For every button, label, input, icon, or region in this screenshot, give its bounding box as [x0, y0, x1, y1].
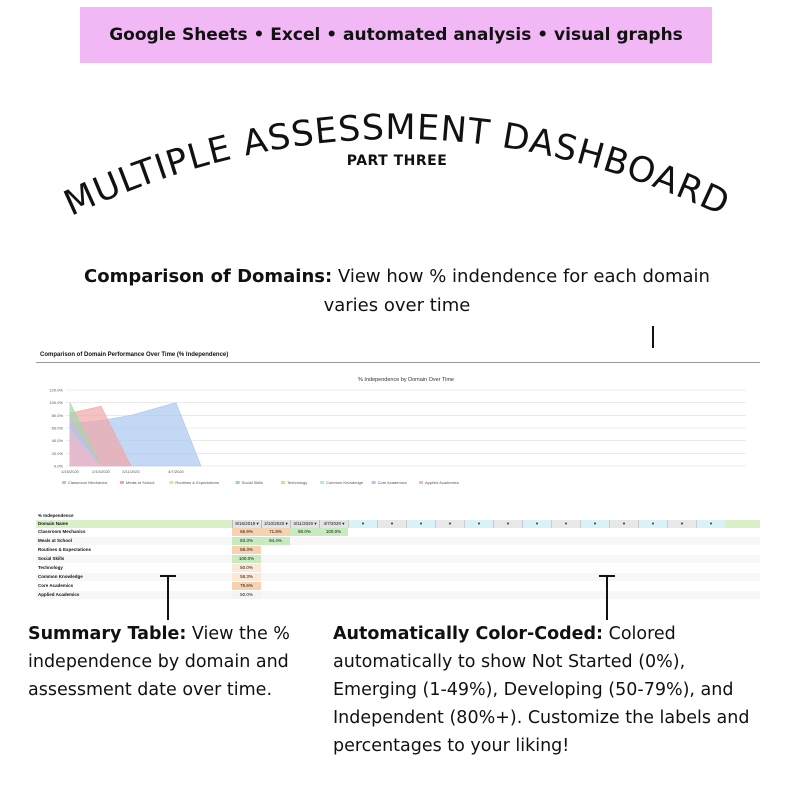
- table-domain-name: Applied Academics: [38, 592, 80, 597]
- x-tick-label: 4/7/2020: [168, 469, 184, 474]
- table-value-cell: [290, 591, 319, 599]
- table-value-cell: [261, 564, 290, 572]
- table-value-cell: [290, 564, 319, 572]
- table-value-cell: 100.0%: [319, 528, 348, 536]
- table-header-empty-filter[interactable]: ▾: [551, 520, 580, 528]
- table-header-date[interactable]: 4/7/2020 ▾: [319, 520, 348, 528]
- table-value-cell: [319, 555, 348, 563]
- table-value-cell: [290, 537, 319, 545]
- y-tick-label: 20.0%: [51, 450, 63, 456]
- legend-label: Common Knowledge: [326, 480, 364, 485]
- table-header-date[interactable]: 2/10/2020 ▾: [261, 520, 290, 528]
- y-tick-label: 100.0%: [49, 400, 63, 406]
- table-row: [36, 546, 760, 554]
- table-row: [36, 512, 760, 520]
- table-row: [36, 528, 760, 536]
- table-header-domain: Domain Name: [38, 521, 69, 526]
- table-value-cell: [319, 582, 348, 590]
- table-header-empty-filter[interactable]: ▾: [493, 520, 522, 528]
- color-caption-text: Colored automatically to show Not Started (0%), Emerging (1-49%), Developing (50-79%), and Independent (80%+). Customize the labels and percentages to your liking!: [333, 624, 750, 756]
- legend-swatch: [419, 481, 423, 484]
- legend-swatch: [62, 481, 66, 484]
- y-tick-label: 80.0%: [51, 412, 63, 418]
- legend-swatch: [372, 481, 376, 484]
- table-value-cell: 71.8%: [261, 528, 290, 536]
- color-callout-line: [606, 576, 608, 620]
- domains-caption-bold: Comparison of Domains:: [84, 266, 333, 287]
- table-value-cell: [319, 546, 348, 554]
- legend-swatch: [120, 481, 124, 484]
- y-tick-label: 0.0%: [53, 463, 63, 469]
- table-header-empty-filter[interactable]: ▾: [638, 520, 667, 528]
- table-value-cell: 75.6%: [232, 582, 261, 590]
- table-row: [36, 555, 760, 563]
- table-value-cell: [290, 555, 319, 563]
- legend-label: Classroom Mechanics: [68, 480, 108, 485]
- table-value-cell: 94.4%: [261, 537, 290, 545]
- table-domain-name: Meals at School: [38, 538, 73, 543]
- table-value-cell: [261, 573, 290, 581]
- top-banner: [80, 7, 712, 63]
- color-callout-tick: [599, 575, 615, 577]
- table-value-cell: [290, 573, 319, 581]
- table-header-empty-filter[interactable]: ▾: [609, 520, 638, 528]
- table-row: [36, 573, 760, 581]
- table-domain-name: Routines & Expectations: [38, 547, 92, 552]
- table-value-cell: [319, 537, 348, 545]
- legend-label: Technology: [287, 480, 308, 485]
- table-value-cell: 58.3%: [232, 573, 261, 581]
- y-tick-label: 60.0%: [51, 425, 63, 431]
- legend-label: Core Academics: [377, 480, 407, 485]
- table-callout-tick: [160, 575, 176, 577]
- sheet-title: Comparison of Domain Performance Over Time (% Independence): [40, 352, 229, 358]
- table-domain-name: Core Academics: [38, 583, 74, 588]
- table-header-empty-filter[interactable]: ▾: [667, 520, 696, 528]
- table-row: [36, 537, 760, 545]
- legend-label: Social Skills: [241, 480, 264, 485]
- area-chart: [36, 348, 760, 500]
- table-header-empty-filter[interactable]: ▾: [464, 520, 493, 528]
- table-row: [36, 591, 760, 599]
- legend-swatch: [169, 481, 173, 484]
- banner-text: Google Sheets • Excel • automated analysis • visual graphs: [109, 25, 683, 45]
- table-header-empty-filter[interactable]: ▾: [580, 520, 609, 528]
- table-callout-line: [167, 576, 169, 620]
- legend-swatch: [236, 481, 240, 484]
- table-value-cell: [261, 546, 290, 554]
- domains-caption: [60, 262, 734, 320]
- table-domain-name: Classroom Mechanics: [38, 529, 86, 534]
- x-tick-label: 2/10/2020: [92, 469, 110, 474]
- table-header-empty-filter[interactable]: ▾: [348, 520, 377, 528]
- table-value-cell: 80.0%: [290, 528, 319, 536]
- color-caption: [333, 620, 773, 760]
- x-tick-label: 1/15/2020: [61, 469, 79, 474]
- table-value-cell: [261, 591, 290, 599]
- y-tick-label: 120.0%: [49, 387, 63, 393]
- table-value-cell: [261, 582, 290, 590]
- summary-caption-bold: Summary Table:: [28, 624, 187, 644]
- table-value-cell: 50.0%: [232, 564, 261, 572]
- table-value-cell: 100.0%: [232, 555, 261, 563]
- table-header-empty-filter[interactable]: ▾: [435, 520, 464, 528]
- table-value-cell: [319, 591, 348, 599]
- table-header-date[interactable]: 3/11/2020 ▾: [290, 520, 319, 528]
- table-value-cell: [319, 564, 348, 572]
- table-value-cell: 50.0%: [232, 591, 261, 599]
- part-three-label: PART THREE: [346, 153, 448, 169]
- legend-label: Meals at School: [125, 480, 155, 485]
- color-caption-bold: Automatically Color-Coded:: [333, 624, 604, 644]
- table-section-label: % Independence: [38, 513, 74, 518]
- legend-swatch: [281, 481, 285, 484]
- table-domain-name: Common Knowledge: [38, 574, 83, 579]
- table-domain-name: Technology: [38, 565, 63, 570]
- table-row: [36, 564, 760, 572]
- table-value-cell: [290, 546, 319, 554]
- legend-swatch: [320, 481, 324, 484]
- summary-table: [36, 512, 760, 597]
- table-value-cell: [319, 573, 348, 581]
- domains-caption-text: View how % indendence for each domain varies over time: [323, 266, 710, 316]
- table-value-cell: [290, 582, 319, 590]
- table-header-date[interactable]: 9/16/2019 ▾: [232, 520, 261, 528]
- arc-title-text: MULTIPLE ASSESSMENT DASHBOARD: [58, 107, 736, 225]
- chart-sheet: [36, 348, 760, 500]
- summary-caption-text: View the % independence by domain and assessment date over time.: [28, 624, 290, 700]
- x-tick-label: 3/11/2020: [122, 469, 140, 474]
- table-value-cell: 83.3%: [232, 537, 261, 545]
- table-row: [36, 582, 760, 590]
- table-header-empty-filter[interactable]: ▾: [696, 520, 725, 528]
- table-header-empty-filter[interactable]: ▾: [522, 520, 551, 528]
- table-domain-name: Social Skills: [38, 556, 65, 561]
- legend-label: Routines & Expectations: [175, 480, 219, 485]
- y-tick-label: 40.0%: [51, 438, 63, 444]
- table-header-empty-filter[interactable]: ▾: [377, 520, 406, 528]
- legend-label: Applied Academics: [425, 480, 459, 485]
- table-row: [36, 520, 760, 528]
- chart-title: % Independence by Domain Over Time: [358, 377, 454, 383]
- table-value-cell: 66.9%: [232, 528, 261, 536]
- table-value-cell: 58.3%: [232, 546, 261, 554]
- table-header-empty-filter[interactable]: ▾: [406, 520, 435, 528]
- summary-caption: [28, 620, 318, 704]
- table-value-cell: [261, 555, 290, 563]
